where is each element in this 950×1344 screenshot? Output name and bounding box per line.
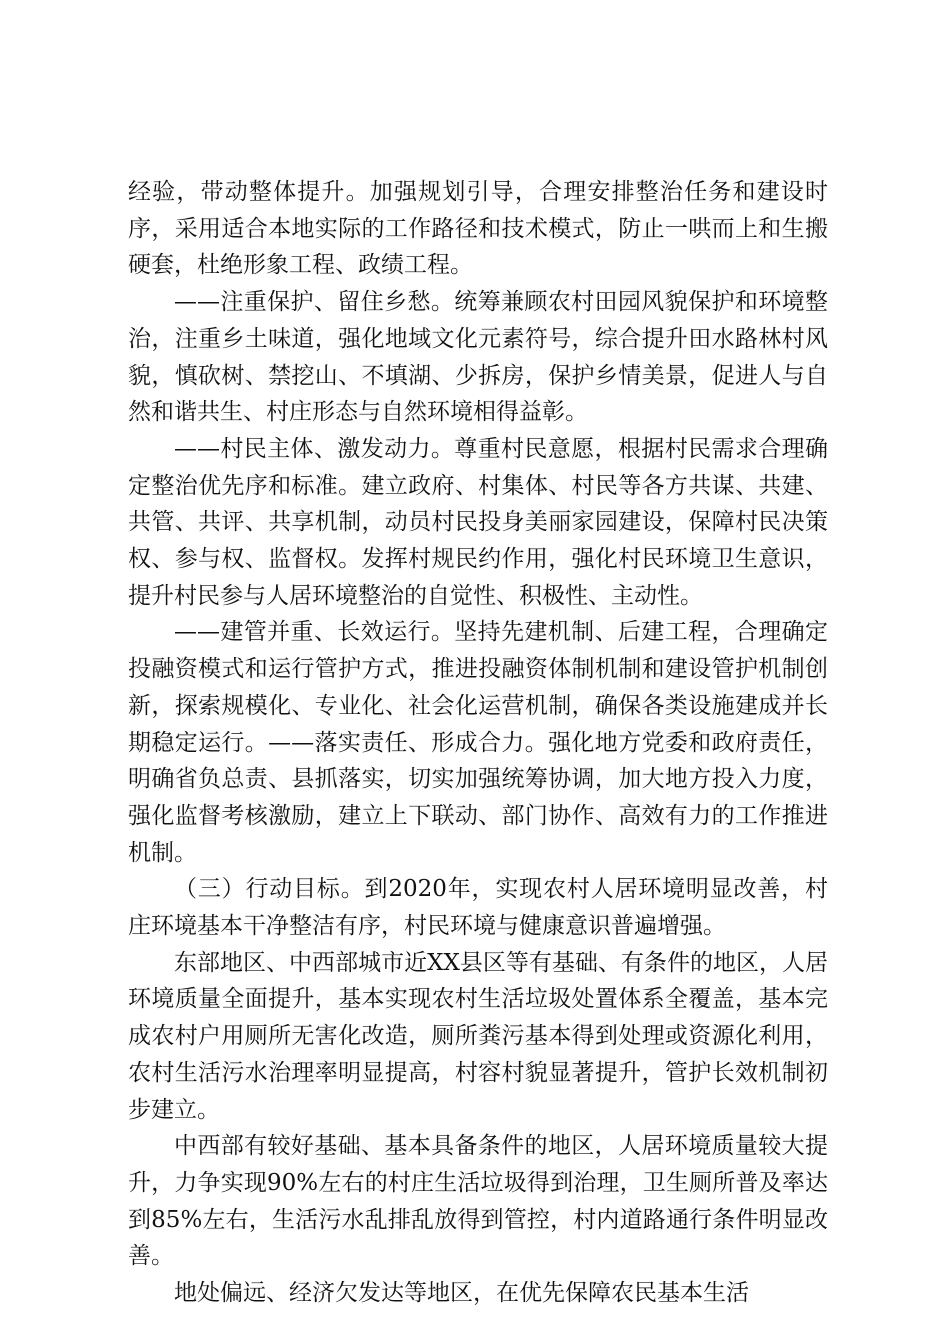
paragraph-eastern-regions: 东部地区、中西部城市近XX县区等有基础、有条件的地区，人居环境质量全面提升，基本实现农村生活垃圾处置体系全覆盖，基本完成农村户用厕所无害化改造，厕所粪污基本得到处理或资源化利用，农村生活污水治理率明显提高，村容村貌显著提升，管护长效机制初步建立。 bbox=[128, 949, 828, 1123]
paragraph-preserve-rural-character: ——注重保护、留住乡愁。统筹兼顾农村田园风貌保护和环境整治，注重乡土味道，强化地域文化元素符号，综合提升田水路林村风貌，慎砍树、禁挖山、不填湖、少拆房，保护乡情美景，促进人与自然和谐共生、村庄形态与自然环境相得益彰。 bbox=[128, 289, 828, 426]
paragraph-villagers-as-subject: ——村民主体、激发动力。尊重村民意愿，根据村民需求合理确定整治优先序和标准。建立政府、村集体、村民等各方共谋、共建、共管、共评、共享机制，动员村民投身美丽家园建设，保障村民决策权、参与权、监督权。发挥村规民约作用，强化村民环境卫生意识，提升村民参与人居环境整治的自觉性、积极性、主动性。 bbox=[128, 435, 828, 609]
paragraph-action-goals: （三）行动目标。到2020年，实现农村人居环境明显改善，村庄环境基本干净整洁有序，村民环境与健康意识普遍增强。 bbox=[128, 876, 828, 940]
paragraph-central-western-regions: 中西部有较好基础、基本具备条件的地区，人居环境质量较大提升，力争实现90%左右的村庄生活垃圾得到治理，卫生厕所普及率达到85%左右，生活污水乱排乱放得到管控，村内道路通行条件明显改善。 bbox=[128, 1133, 828, 1270]
paragraph-continuation: 经验，带动整体提升。加强规划引导，合理安排整治任务和建设时序，采用适合本地实际的工作路径和技术模式，防止一哄而上和生搬硬套，杜绝形象工程、政绩工程。 bbox=[128, 179, 828, 279]
paragraph-build-and-manage: ——建管并重、长效运行。坚持先建机制、后建工程，合理确定投融资模式和运行管护方式，推进投融资体制机制和建设管护机制创新，探索规模化、专业化、社会化运营机制，确保各类设施建成并长期稳定运行。——落实责任、形成合力。强化地方党委和政府责任，明确省负总责、县抓落实，切实加强统筹协调，加大地方投入力度，强化监督考核激励，建立上下联动、部门协作、高效有力的工作推进机制。 bbox=[128, 619, 828, 866]
document-body bbox=[128, 174, 828, 1312]
paragraph-remote-regions: 地处偏远、经济欠发达等地区，在优先保障农民基本生活 bbox=[174, 1280, 749, 1307]
